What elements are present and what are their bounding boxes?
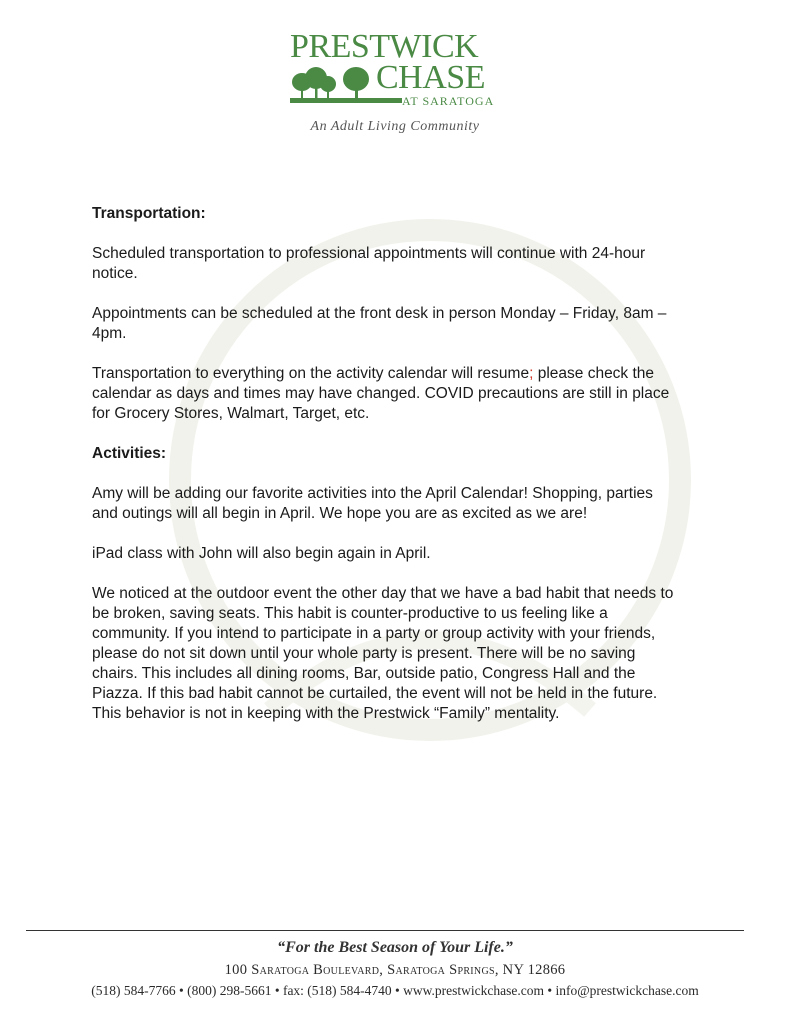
paragraph-ipad-class: iPad class with John will also begin again in April. [92,545,431,562]
letterhead [0,28,790,135]
logo-line-2: CHASE [376,59,485,96]
tagline: An Adult Living Community [310,119,480,134]
logo-underline [290,98,402,103]
letter-body [92,204,682,744]
footer-contacts: (518) 584-7766 • (800) 298-5661 • fax: (518) 584-4740 • www.prestwickchase.com • info@prestwickchase.com [91,983,699,998]
footer-motto: “For the Best Season of Your Life.” [277,939,513,956]
logo-line-1: PRESTWICK [290,28,479,65]
red-semicolon: ; [529,365,534,382]
paragraph-part: please check the calendar as days and times may have changed. COVID precautions are still in place for Grocery Stores, Walmart, Target, etc. [92,365,670,422]
footer-divider [26,930,744,931]
logo-subtitle: AT SARATOGA [402,94,495,108]
paragraph-appointments-notice: Scheduled transportation to professional appointments will continue with 24-hour notice. [92,245,646,282]
paragraph-april-calendar: Amy will be adding our favorite activities into the April Calendar! Shopping, parties and outings will all begin in April. We hope you are as excited as we are! [92,485,653,522]
footer-address: 100 Saratoga Boulevard, Saratoga Springs, NY 12866 [224,962,566,978]
paragraph-front-desk: Appointments can be scheduled at the front desk in person Monday – Friday, 8am – 4pm. [92,305,667,342]
footer [0,937,790,1001]
paragraph-activity-transport [92,364,682,424]
transportation-heading: Transportation: [92,205,206,222]
paragraph-saving-seats: We noticed at the outdoor event the other day that we have a bad habit that needs to be broken, saving seats. This habit is counter-productive to us feeling like a community. If you intend to participate in a party or group activity with your friends, please do not sit down until your whole party is present. There will be no saving chairs. This includes all dining rooms, Bar, outside patio, Congress Hall and the Piazza. If this bad habit cannot be curtailed, the event will not be held in the future. This behavior is not in keeping with the Prestwick “Family” mentality. [92,585,674,722]
activities-heading: Activities: [92,445,167,462]
prestwick-chase-logo [280,28,510,108]
paragraph-part: Transportation to everything on the activity calendar will resume [92,365,530,382]
